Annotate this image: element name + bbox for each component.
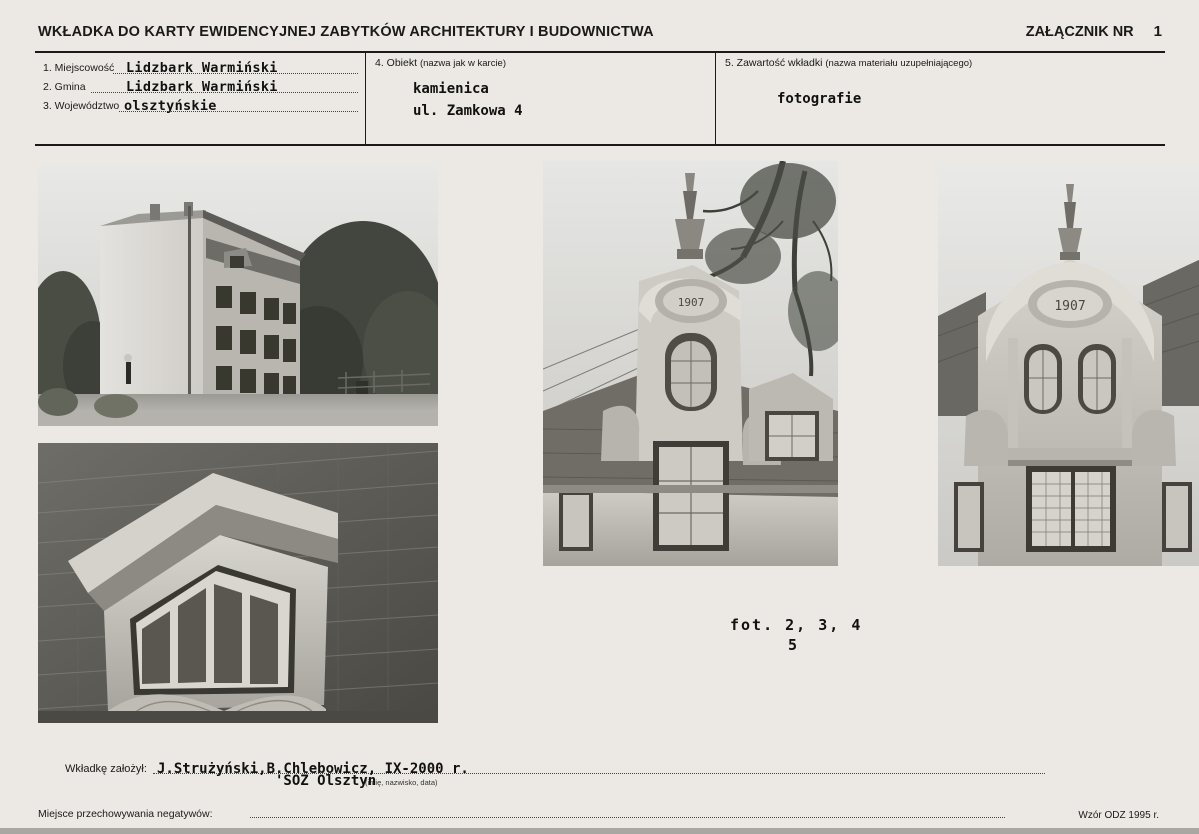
header [38, 23, 1162, 40]
field-commune-label: 2. Gmina [43, 81, 86, 93]
content-column [725, 57, 1155, 107]
field-locality-value: Lidzbark Warmiński [126, 60, 278, 76]
footer [35, 753, 1165, 823]
field-commune [43, 76, 358, 95]
photo-4-image [938, 166, 1199, 566]
photo-2-image [38, 443, 438, 723]
footer-author-value: J.Strużyński,B.Chlebowicz, IX-2000 r. [157, 761, 469, 777]
form-sheet [30, 18, 1170, 821]
table-divider-2 [715, 53, 716, 146]
field-locality [43, 57, 358, 76]
field-voivodeship-value: olsztyńskie [124, 98, 217, 114]
field-voivodeship [43, 95, 358, 114]
photo-4 [938, 166, 1199, 566]
svg-text:1907: 1907 [1054, 299, 1086, 314]
photo-1-image [38, 166, 438, 426]
photo-caption [730, 616, 862, 654]
left-column [43, 57, 358, 114]
photo-3-image [543, 161, 838, 566]
footer-author-row [35, 753, 1165, 789]
field-content-value: fotografie [777, 91, 862, 107]
photo-caption-line1: fot. 2, 3, 4 [730, 616, 863, 634]
page-title: WKŁADKA DO KARTY EWIDENCYJNEJ ZABYTKÓW ARCHITEKTURY I BUDOWNICTWA [38, 24, 654, 40]
footer-negatives-dots [250, 817, 1005, 818]
footer-negatives-label: Miejsce przechowywania negatywów: [38, 808, 213, 820]
fields-table [35, 53, 1165, 146]
footer-author-hint: (imię, nazwisko, data) [365, 778, 438, 787]
field-commune-value: Lidzbark Warmiński [126, 79, 278, 95]
field-object-value [413, 79, 705, 122]
photo-caption-line2: 5 [788, 636, 800, 654]
attachment-block [1026, 23, 1162, 40]
field-object-label: 4. Obiekt [375, 57, 418, 69]
field-object-value-line2: ul. Zamkowa 4 [413, 102, 523, 119]
page-bottom-edge [0, 828, 1199, 834]
photo-3 [543, 161, 838, 566]
field-locality-label: 1. Miejscowość [43, 62, 115, 74]
field-content-label: 5. Zawartość wkładki [725, 57, 823, 69]
footer-form-note: Wzór ODZ 1995 r. [1078, 810, 1159, 821]
photo-2 [38, 443, 438, 723]
field-voivodeship-label: 3. Województwo [43, 100, 120, 112]
field-object-header [375, 57, 705, 69]
attachment-label: ZAŁĄCZNIK NR [1025, 24, 1134, 40]
footer-negatives-row [35, 799, 1165, 823]
field-content-hint: (nazwa materiału uzupełniającego) [825, 58, 973, 69]
footer-author-label: Wkładkę założył: [65, 763, 147, 775]
table-divider-1 [365, 53, 366, 146]
object-column [375, 57, 705, 122]
field-content-header [725, 57, 1155, 69]
photo-1 [38, 166, 438, 426]
attachment-number: 1 [1153, 23, 1162, 40]
field-object-value-line1: kamienica [413, 81, 489, 97]
footer-author-value-2: 'SOZ Olsztyn [275, 773, 377, 789]
svg-text:1907: 1907 [677, 296, 705, 309]
field-object-hint: (nazwa jak w karcie) [419, 58, 507, 69]
